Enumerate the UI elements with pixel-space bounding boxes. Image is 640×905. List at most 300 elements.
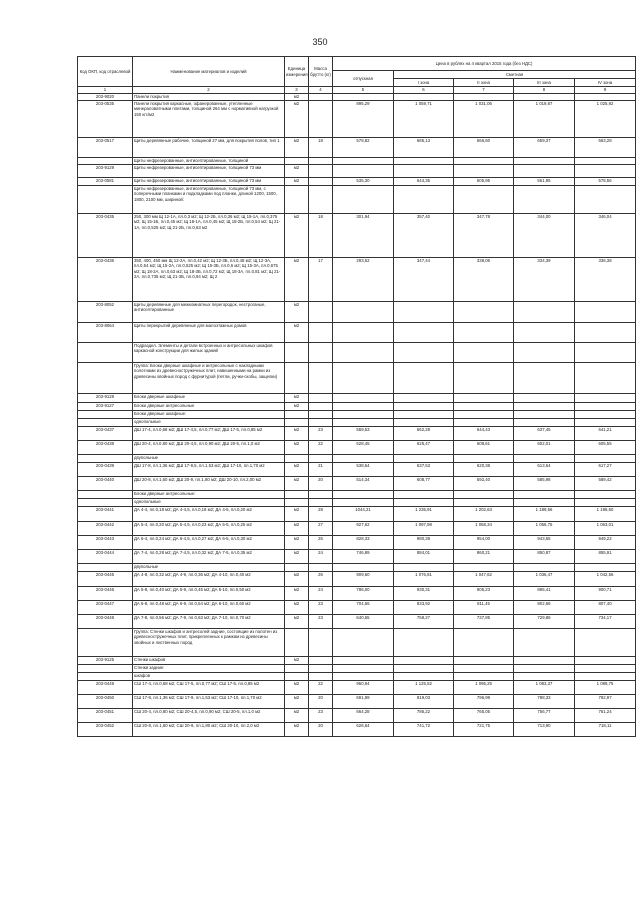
header-name: Наименование материалов и изделий: [133, 57, 285, 87]
row-zone4-price: [575, 419, 636, 427]
row-release-price: 538,64: [333, 463, 394, 477]
row-zone1-price: [394, 657, 454, 665]
row-name: ДА 7-4, пл.0,28 м2; ДА 7-4,5, пл.0,32 м2; ДА 7-5, пл.0,35 м2: [133, 550, 285, 564]
row-unit: м2: [285, 258, 309, 302]
row-mass: [309, 101, 333, 138]
row-zone4-price: [575, 94, 636, 101]
row-zone4-price: 900,71: [575, 587, 636, 601]
table-row: [78, 629, 636, 657]
header-mass: Масса брутто (кг): [309, 57, 333, 87]
table-row: [78, 723, 636, 737]
row-zone2-price: 1 031,06: [454, 101, 514, 138]
row-zone3-price: 788,33: [514, 695, 575, 709]
row-zone1-price: 1 235,91: [394, 507, 454, 522]
table-row: [78, 550, 636, 564]
row-release-price: [333, 455, 394, 463]
row-release-price: 559,53: [333, 427, 394, 441]
row-zone4-price: [575, 455, 636, 463]
row-zone4-price: 641,21: [575, 427, 636, 441]
row-zone1-price: 608,77: [394, 477, 454, 491]
row-zone2-price: [454, 363, 514, 394]
row-zone3-price: [514, 394, 575, 403]
row-release-price: 909,60: [333, 572, 394, 587]
row-mass: [309, 186, 333, 214]
row-unit: [285, 673, 309, 681]
row-zone1-price: [394, 499, 454, 507]
row-zone2-price: [454, 343, 514, 363]
col-number: 5: [333, 87, 394, 94]
row-zone1-price: 347,44: [394, 258, 454, 302]
row-zone2-price: [454, 323, 514, 343]
row-unit: м2: [285, 507, 309, 522]
row-code: [78, 499, 133, 507]
col-number: 8: [514, 87, 575, 94]
row-zone1-price: [394, 158, 454, 165]
row-name: ДШ 20-4, пл.0,80 м2; ДШ 20-4,5, пл.0,90 м2; ДШ 20-5, пл.1,0 м2: [133, 441, 285, 455]
header-zone-1: I зона: [394, 79, 454, 87]
row-code: 203-0440: [78, 477, 133, 491]
col-number: 7: [454, 87, 514, 94]
row-code: 203-0435: [78, 214, 133, 258]
row-unit: м2: [285, 657, 309, 665]
row-code: 203-9129: [78, 165, 133, 178]
row-code: [78, 455, 133, 463]
row-unit: [285, 186, 309, 214]
row-mass: [309, 363, 333, 394]
row-name: шкафов: [133, 673, 285, 681]
row-zone1-price: [394, 403, 454, 411]
row-zone2-price: 737,85: [454, 615, 514, 629]
row-zone1-price: 1 076,81: [394, 572, 454, 587]
row-zone4-price: 855,91: [575, 550, 636, 564]
table-row: [78, 363, 636, 394]
row-zone1-price: 644,35: [394, 178, 454, 186]
row-name: двупольные: [133, 455, 285, 463]
row-release-price: 828,33: [333, 536, 394, 550]
row-zone3-price: [514, 411, 575, 419]
row-code: 203-9127: [78, 403, 133, 411]
row-unit: м2: [285, 463, 309, 477]
row-release-price: [333, 94, 394, 101]
row-unit: [285, 499, 309, 507]
row-mass: 20: [309, 477, 333, 491]
row-zone3-price: [514, 94, 575, 101]
row-name: Блоки дверные антресольные:: [133, 491, 285, 499]
row-zone4-price: 807,40: [575, 601, 636, 615]
row-release-price: [333, 657, 394, 665]
row-name: Блоки дверные шкафные: [133, 394, 285, 403]
row-mass: [309, 419, 333, 427]
row-zone3-price: [514, 403, 575, 411]
row-release-price: [333, 394, 394, 403]
table-row: [78, 615, 636, 629]
row-unit: [285, 343, 309, 363]
row-name: Щиты деревянные рабочие, толщиной 27 мм, для покрытия полов, тип 1: [133, 138, 285, 158]
row-unit: [285, 564, 309, 572]
row-zone4-price: 578,56: [575, 178, 636, 186]
row-code: [78, 419, 133, 427]
row-unit: м2: [285, 302, 309, 323]
row-zone3-price: 637,45: [514, 427, 575, 441]
row-release-price: [333, 158, 394, 165]
row-zone3-price: [514, 419, 575, 427]
row-name: Щиты нефрезерованные, антисептированные, толщиной 73 мм: [133, 178, 285, 186]
table-row: [78, 499, 636, 507]
row-unit: м2: [285, 615, 309, 629]
row-release-price: [333, 629, 394, 657]
row-mass: [309, 411, 333, 419]
row-code: [78, 158, 133, 165]
header-unit: Единица измерения: [285, 57, 309, 87]
row-code: 203-9020: [78, 94, 133, 101]
row-release-price: [333, 363, 394, 394]
row-code: 203-0443: [78, 536, 133, 550]
row-zone4-price: 734,17: [575, 615, 636, 629]
row-zone1-price: 1 097,98: [394, 522, 454, 536]
row-name: ДА 4-8, пл.0,32 м2; ДА 4-9, пл.0,36 м2; ДА 4-10, пл.0,40 м2: [133, 572, 285, 587]
price-table: [77, 56, 636, 737]
row-zone3-price: 659,37: [514, 138, 575, 158]
row-release-price: 927,62: [333, 522, 394, 536]
row-unit: [285, 158, 309, 165]
row-mass: 22: [309, 441, 333, 455]
row-name: Блоки дверные антресольные: [133, 403, 285, 411]
row-zone1-price: 637,53: [394, 463, 454, 477]
row-unit: м2: [285, 477, 309, 491]
row-unit: м2: [285, 214, 309, 258]
row-name: СШ 17-8, пл.1,36 м2; СШ 17-9, пл.1,53 м2; СШ 17-10, пл.1,70 м2: [133, 695, 285, 709]
row-unit: м2: [285, 138, 309, 158]
row-zone4-price: [575, 343, 636, 363]
row-release-price: 950,94: [333, 681, 394, 695]
row-zone2-price: 605,95: [454, 178, 514, 186]
row-unit: м2: [285, 403, 309, 411]
row-code: 203-9125: [78, 657, 133, 665]
row-mass: 20: [309, 723, 333, 737]
row-zone1-price: [394, 323, 454, 343]
row-code: [78, 363, 133, 394]
row-zone1-price: 980,39: [394, 536, 454, 550]
row-mass: [309, 564, 333, 572]
row-zone3-price: [514, 629, 575, 657]
row-zone1-price: [394, 94, 454, 101]
table-row: [78, 158, 636, 165]
row-code: 203-0438: [78, 441, 133, 455]
row-mass: [309, 178, 333, 186]
row-zone2-price: [454, 394, 514, 403]
row-release-price: [333, 665, 394, 673]
row-zone2-price: 1 202,63: [454, 507, 514, 522]
row-name: Группа: Стенки шкафов и антресолей задние, состоящие из полотен из древесностружечных плит, прикрепленных к рамкам из древесины хвойных и лиственных пород: [133, 629, 285, 657]
row-release-price: 293,52: [333, 258, 394, 302]
row-zone4-price: 1 089,75: [575, 681, 636, 695]
row-mass: 27: [309, 522, 333, 536]
row-mass: 26: [309, 536, 333, 550]
row-release-price: 746,89: [333, 550, 394, 564]
row-zone2-price: 905,23: [454, 587, 514, 601]
row-release-price: 664,28: [333, 709, 394, 723]
row-code: 203-8052: [78, 302, 133, 323]
table-row: [78, 165, 636, 178]
row-zone4-price: 346,04: [575, 214, 636, 258]
row-unit: [285, 491, 309, 499]
row-zone3-price: [514, 165, 575, 178]
row-unit: [285, 363, 309, 394]
row-zone2-price: [454, 673, 514, 681]
row-zone4-price: [575, 302, 636, 323]
row-unit: [285, 419, 309, 427]
row-mass: [309, 343, 333, 363]
header-zone-2: II зона: [454, 79, 514, 87]
row-mass: 23: [309, 615, 333, 629]
row-mass: 24: [309, 587, 333, 601]
header-zone-4: IV зона: [575, 79, 636, 87]
row-zone1-price: [394, 673, 454, 681]
row-unit: м2: [285, 441, 309, 455]
row-unit: м2: [285, 394, 309, 403]
row-mass: [309, 629, 333, 657]
row-release-price: 786,00: [333, 587, 394, 601]
row-mass: 20: [309, 695, 333, 709]
row-zone4-price: [575, 491, 636, 499]
row-name: СШ 20-8, пл.1,60 м2; СШ 20-9, пл.1,80 м2; СШ 20-10, пл.2,0 м2: [133, 723, 285, 737]
row-zone2-price: [454, 419, 514, 427]
table-row: [78, 186, 636, 214]
row-zone2-price: 644,43: [454, 427, 514, 441]
row-zone2-price: [454, 302, 514, 323]
row-mass: [309, 165, 333, 178]
row-zone4-price: [575, 629, 636, 657]
col-number: 3: [285, 87, 309, 94]
row-name: СШ 20-4, пл.0,80 м2; СШ 20-4,5, пл.0,90 м2; СШ 20-5, пл.1,0 м2: [133, 709, 285, 723]
row-mass: 17: [309, 258, 333, 302]
row-code: 203-0445: [78, 572, 133, 587]
row-code: 203-0437: [78, 427, 133, 441]
header-price-title: Цена в рублях на 4 квартал 2015 года (без НДС): [333, 57, 636, 71]
row-zone4-price: [575, 657, 636, 665]
row-zone1-price: 819,03: [394, 695, 454, 709]
table-row: [78, 323, 636, 343]
row-zone3-price: 943,65: [514, 536, 575, 550]
row-zone3-price: [514, 158, 575, 165]
row-zone1-price: 758,27: [394, 615, 454, 629]
row-code: [78, 665, 133, 673]
row-zone1-price: 884,01: [394, 550, 454, 564]
row-unit: м2: [285, 427, 309, 441]
row-code: 203-0449: [78, 681, 133, 695]
row-zone2-price: [454, 403, 514, 411]
row-zone4-price: [575, 363, 636, 394]
row-zone2-price: 347,78: [454, 214, 514, 258]
row-name: ДА 4-4, пл.0,18 м2; ДА 4-4,5, пл.0,18 м2; ДА 4-5, пл.0,20 м2: [133, 507, 285, 522]
row-release-price: [333, 499, 394, 507]
row-mass: [309, 94, 333, 101]
row-unit: м2: [285, 165, 309, 178]
row-mass: [309, 673, 333, 681]
row-release-price: [333, 564, 394, 572]
row-zone1-price: 1 125,52: [394, 681, 454, 695]
col-number: 2: [133, 87, 285, 94]
row-zone4-price: [575, 564, 636, 572]
row-zone2-price: [454, 665, 514, 673]
row-name: 250, 300 мм Щ 12-1А, пл.0,3 м2; Щ 12-2Б, пл.0,36 м2; Щ 15-1А, пл.0,375 м2; Щ 15-1Б, пл.0,45 м2; Щ 18-1А, пл.0,45 м2; Щ 18-2Б, пл.0,54 м2; Щ 21-1А, пл.0,525 м2; Щ 21-2Б, пл.0,63 м2: [133, 214, 285, 258]
row-zone2-price: 1 095,25: [454, 681, 514, 695]
row-zone3-price: [514, 186, 575, 214]
row-name: Подраздел. Элементы и детали встроенных и антресольных шкафов каркасной конструкции для жилых зданий: [133, 343, 285, 363]
row-unit: [285, 665, 309, 673]
row-mass: 18: [309, 214, 333, 258]
row-unit: [285, 455, 309, 463]
table-row: [78, 403, 636, 411]
row-unit: м2: [285, 178, 309, 186]
row-mass: 23: [309, 427, 333, 441]
row-zone3-price: 1 056,75: [514, 522, 575, 536]
row-zone3-price: 895,41: [514, 587, 575, 601]
table-row: [78, 258, 636, 302]
table-row: [78, 564, 636, 572]
table-row: [78, 572, 636, 587]
table-row: [78, 681, 636, 695]
row-zone3-price: [514, 564, 575, 572]
row-zone4-price: [575, 665, 636, 673]
row-release-price: [333, 165, 394, 178]
row-code: [78, 411, 133, 419]
row-unit: м2: [285, 601, 309, 615]
row-code: 203-0451: [78, 709, 133, 723]
table-row: [78, 601, 636, 615]
row-release-price: 704,56: [333, 601, 394, 615]
row-zone2-price: 954,00: [454, 536, 514, 550]
row-zone4-price: 1 063,01: [575, 522, 636, 536]
header-zone-3: III зона: [514, 79, 575, 87]
row-zone2-price: [454, 491, 514, 499]
row-zone4-price: [575, 165, 636, 178]
row-unit: м2: [285, 323, 309, 343]
row-name: Панели покрытия: [133, 94, 285, 101]
row-zone3-price: [514, 343, 575, 363]
col-number: 6: [394, 87, 454, 94]
row-release-price: [333, 186, 394, 214]
row-name: ДА 5-4, пл.0,20 м2; ДА 5-4,5, пл.0,23 м2; ДА 5-5, пл.0,25 м2: [133, 522, 285, 536]
row-zone4-price: 1 196,60: [575, 507, 636, 522]
row-code: 203-0535: [78, 101, 133, 138]
row-code: 203-0441: [78, 507, 133, 522]
row-zone4-price: [575, 403, 636, 411]
row-mass: [309, 657, 333, 665]
row-code: 203-0581: [78, 178, 133, 186]
row-zone4-price: 617,27: [575, 463, 636, 477]
row-release-price: [333, 419, 394, 427]
row-zone2-price: [454, 165, 514, 178]
row-release-price: 895,29: [333, 101, 394, 138]
page-number: 350: [312, 37, 328, 47]
row-zone3-price: [514, 665, 575, 673]
row-name: ДА 7-8, пл.0,56 м2; ДА 7-9, пл.0,63 м2; ДА 7-10, пл.0,70 м2: [133, 615, 285, 629]
row-zone1-price: [394, 394, 454, 403]
row-mass: [309, 499, 333, 507]
row-zone3-price: 756,77: [514, 709, 575, 723]
row-unit: [285, 411, 309, 419]
row-mass: 22: [309, 681, 333, 695]
row-zone1-price: 662,28: [394, 427, 454, 441]
table-row: [78, 441, 636, 455]
row-zone2-price: 620,38: [454, 463, 514, 477]
table-row: [78, 138, 636, 158]
row-zone2-price: [454, 629, 514, 657]
row-name: Щиты нефрезерованные, антисептированные, толщиной 73 мм: [133, 165, 285, 178]
table-row: [78, 709, 636, 723]
row-code: [78, 343, 133, 363]
row-code: [78, 629, 133, 657]
row-name: Стенки шкафов: [133, 657, 285, 665]
row-release-price: [333, 403, 394, 411]
table-row: [78, 427, 636, 441]
row-zone2-price: 765,05: [454, 709, 514, 723]
table-row: [78, 665, 636, 673]
row-mass: 21: [309, 463, 333, 477]
row-zone2-price: 1 068,34: [454, 522, 514, 536]
row-zone4-price: 718,11: [575, 723, 636, 737]
row-code: 203-0448: [78, 615, 133, 629]
row-zone3-price: 561,95: [514, 178, 575, 186]
row-mass: 23: [309, 709, 333, 723]
row-unit: м2: [285, 536, 309, 550]
row-zone2-price: 860,21: [454, 550, 514, 564]
row-zone1-price: 786,22: [394, 709, 454, 723]
row-name: 350, 400, 450 мм Щ 12-2А, пл.0,42 м2; Щ 12-3Б, пл.0,48 м2; Щ 12-3А, пл.0,54 м2; Щ 15-2А, пл.0,525 м2; Щ 15-3Б, пл.0,6 м2; Щ 15-3А, пл.0,675 м2; Щ 18-2А, пл.0,63 м2; Щ 18-3Б, пл.0,72 м2; Щ 18-3А, пл.0,81 м2; Щ 21-2А, пл.0,735 м2; Щ 21-3Б, пл.0,84 м2; Щ 2: [133, 258, 285, 302]
row-zone3-price: [514, 491, 575, 499]
row-release-price: 1044,21: [333, 507, 394, 522]
row-zone4-price: [575, 323, 636, 343]
row-zone2-price: [454, 94, 514, 101]
row-zone3-price: 344,00: [514, 214, 575, 258]
row-code: [78, 186, 133, 214]
row-zone4-price: 792,97: [575, 695, 636, 709]
table-row: [78, 94, 636, 101]
table-row: [78, 178, 636, 186]
table-row: [78, 302, 636, 323]
row-zone3-price: [514, 302, 575, 323]
row-zone3-price: 850,87: [514, 550, 575, 564]
row-release-price: 528,45: [333, 441, 394, 455]
row-mass: [309, 394, 333, 403]
row-unit: м2: [285, 522, 309, 536]
row-zone1-price: [394, 564, 454, 572]
row-code: 203-9128: [78, 394, 133, 403]
row-zone1-price: [394, 455, 454, 463]
row-code: [78, 491, 133, 499]
row-zone1-price: [394, 665, 454, 673]
row-name: Группа: Блоки дверные шкафные и антресольные с накладными полотнами из древесностружечных плит, навешенными на рамки из древесины хвойных пород с фурнитурой (петли, ручки-скобы, защелки): [133, 363, 285, 394]
row-zone3-price: 585,98: [514, 477, 575, 491]
row-name: ДА 5-8, пл.0,40 м2; ДА 5-9, пл.0,45 м2; ДА 5-10, пл.0,50 м2: [133, 587, 285, 601]
row-release-price: [333, 673, 394, 681]
row-name: СШ 17-4, пл.0,68 м2; СШ 17-5, пл.0,77 м2; СШ 17-5, пл.0,85 м2: [133, 681, 285, 695]
row-zone2-price: [454, 186, 514, 214]
row-zone1-price: 625,47: [394, 441, 454, 455]
row-zone4-price: 605,55: [575, 441, 636, 455]
row-name: однопольные: [133, 499, 285, 507]
row-release-price: 691,99: [333, 695, 394, 709]
row-code: [78, 564, 133, 572]
row-mass: [309, 491, 333, 499]
row-zone2-price: [454, 455, 514, 463]
row-mass: [309, 455, 333, 463]
row-code: 203-0517: [78, 138, 133, 158]
row-name: двупольные: [133, 564, 285, 572]
row-zone3-price: 1 083,37: [514, 681, 575, 695]
row-name: ДШ 20-8, пл.1,60 м2; ДШ 20-9, пл.1,80 м2; ДШ 20-10, пл.2,00 м2: [133, 477, 285, 491]
